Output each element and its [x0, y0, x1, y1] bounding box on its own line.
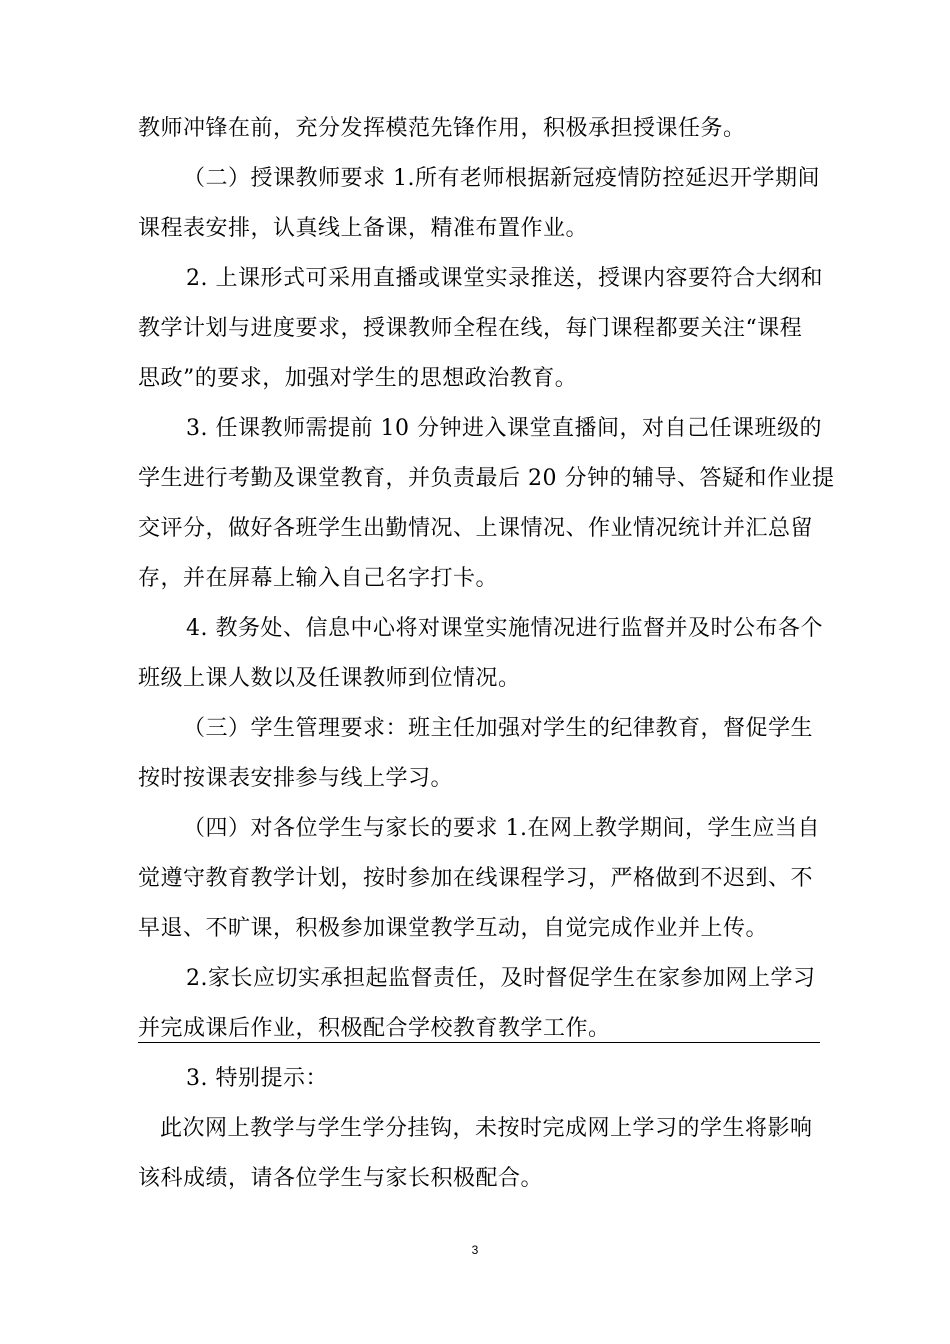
paragraph-line: 此次网上教学与学生学分挂钩，未按时完成网上学习的学生将影响: [160, 1116, 813, 1141]
paragraph-line: 该科成绩，请各位学生与家长积极配合。: [138, 1166, 544, 1191]
paragraph-line: 教师冲锋在前，充分发挥模范先锋作用，积极承担授课任务。: [138, 116, 746, 141]
paragraph-line: 按时按课表安排参与线上学习。: [138, 766, 454, 791]
paragraph-line: 3. 任课教师需提前 10 分钟进入课堂直播间，对自己任课班级的: [186, 416, 822, 441]
horizontal-divider: [138, 1042, 820, 1043]
paragraph-line: 班级上课人数以及任课教师到位情况。: [138, 666, 521, 691]
page-number: 3: [471, 1243, 479, 1257]
paragraph-line: 2. 上课形式可采用直播或课堂实录推送，授课内容要符合大纲和: [186, 266, 823, 291]
paragraph-line: 4. 教务处、信息中心将对课堂实施情况进行监督并及时公布各个: [186, 616, 823, 641]
paragraph-line: 并完成课后作业，积极配合学校教育教学工作。: [138, 1016, 611, 1041]
paragraph-line: （四）对各位学生与家长的要求 1.在网上教学期间，学生应当自: [183, 816, 820, 841]
paragraph-line: 觉遵守教育教学计划，按时参加在线课程学习，严格做到不迟到、不: [138, 866, 814, 891]
paragraph-line: 早退、不旷课，积极参加课堂教学互动，自觉完成作业并上传。: [138, 916, 769, 941]
paragraph-line: 课程表安排，认真线上备课，精准布置作业。: [138, 216, 589, 241]
paragraph-line: （二）授课教师要求 1.所有老师根据新冠疫情防控延迟开学期间: [183, 166, 820, 191]
paragraph-line: 思政”的要求，加强对学生的思想政治教育。: [138, 366, 578, 391]
paragraph-line: （三）学生管理要求：班主任加强对学生的纪律教育，督促学生: [183, 716, 814, 741]
paragraph-line: 存，并在屏幕上输入自己名字打卡。: [138, 566, 499, 591]
paragraph-line: 3. 特别提示：: [186, 1066, 328, 1091]
paragraph-line: 2.家长应切实承担起监督责任，及时督促学生在家参加网上学习: [186, 966, 816, 991]
paragraph-line: 学生进行考勤及课堂教育，并负责最后 20 分钟的辅导、答疑和作业提: [138, 466, 835, 491]
paragraph-line: 交评分，做好各班学生出勤情况、上课情况、作业情况统计并汇总留: [138, 516, 814, 541]
paragraph-line: 教学计划与进度要求，授课教师全程在线，每门课程都要关注“课程: [138, 316, 803, 341]
